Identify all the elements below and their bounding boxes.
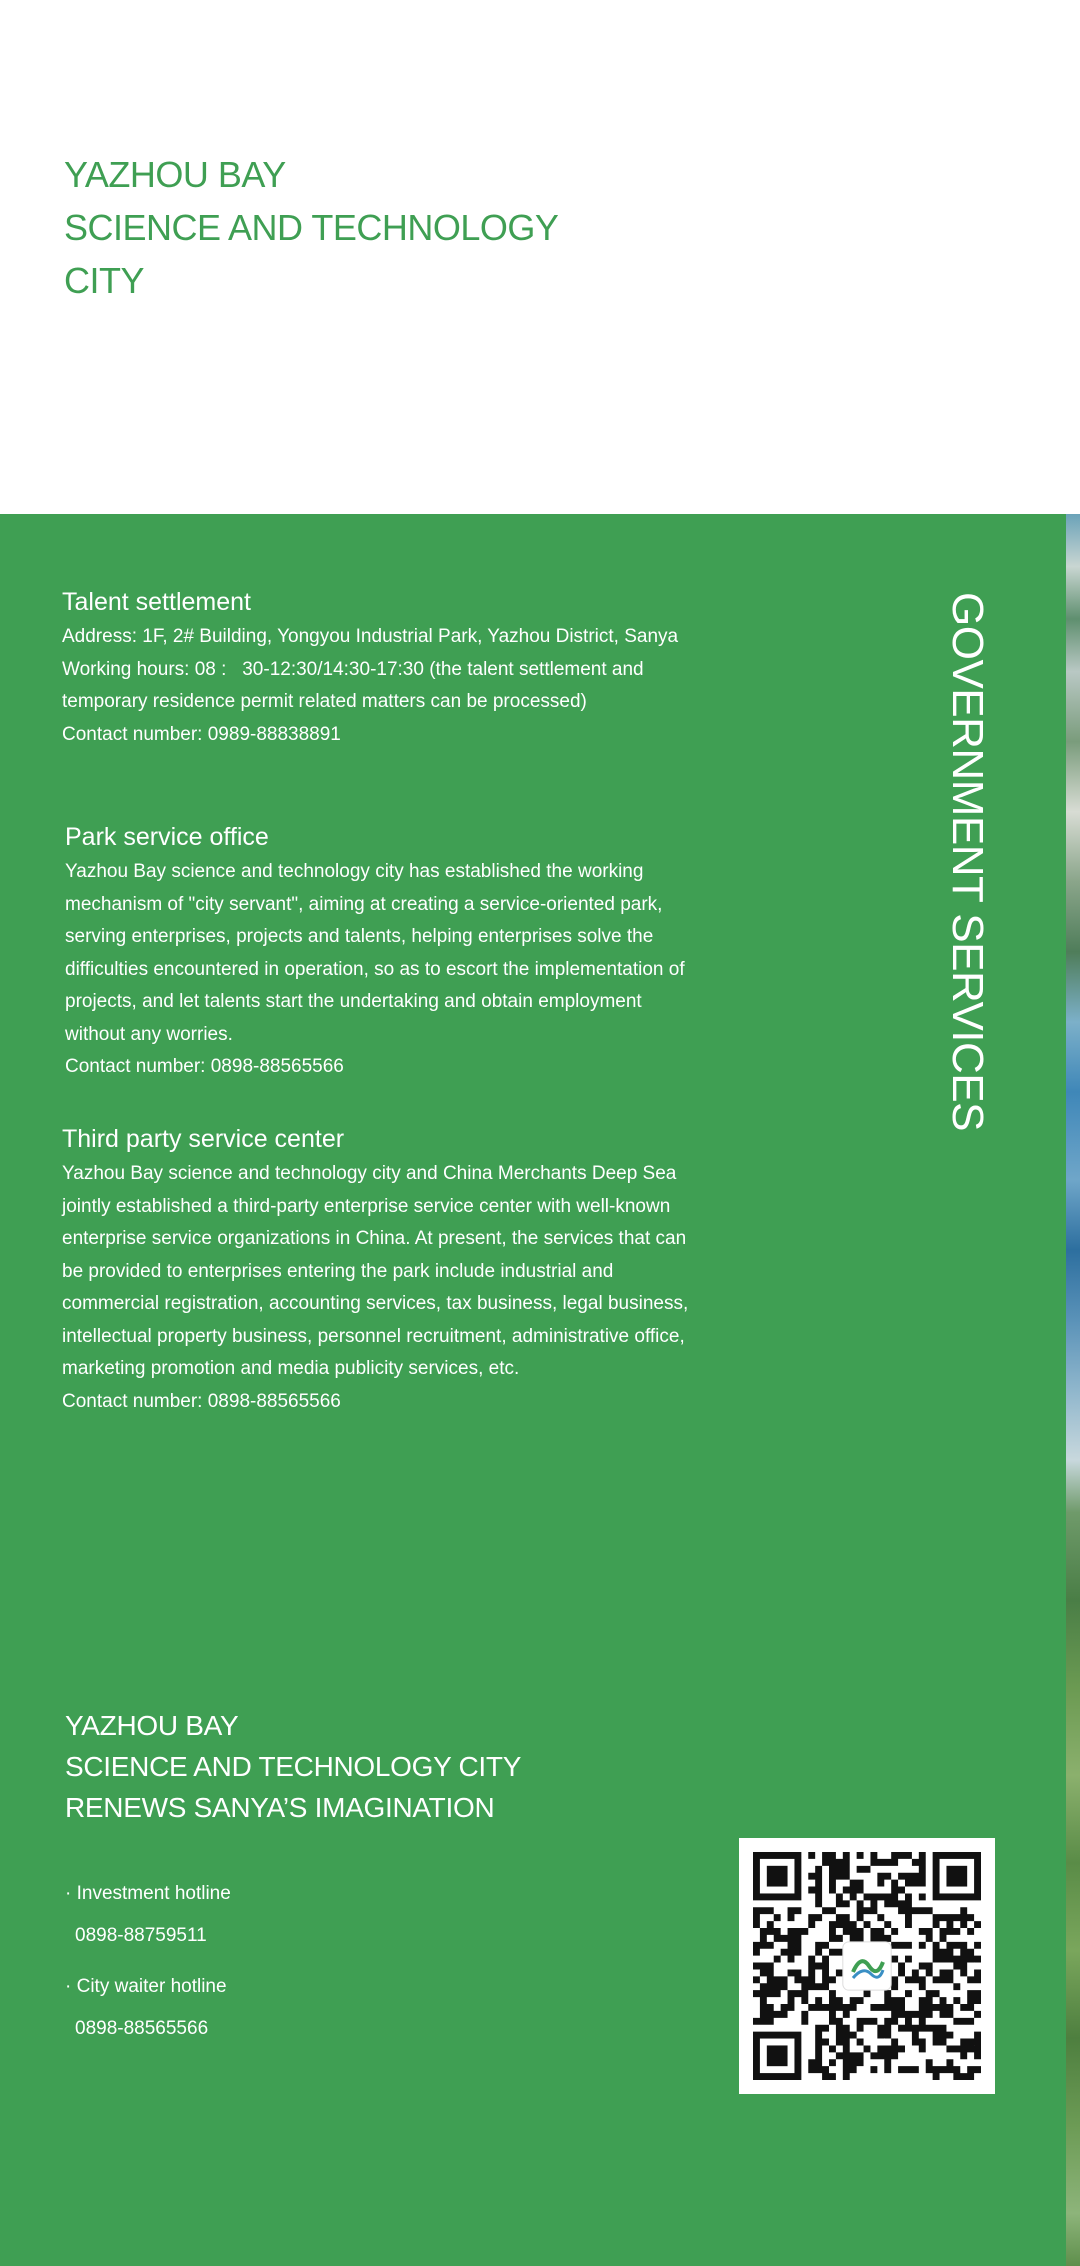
body-line: jointly established a third-party enterprise service center with well-known bbox=[62, 1195, 671, 1217]
contact-number: Contact number: 0898-88565566 bbox=[62, 1390, 341, 1412]
hotline-label: · City waiter hotline bbox=[65, 1976, 227, 1997]
landscape-photo-strip bbox=[1066, 514, 1080, 2266]
hotline-number: 0898-88759511 bbox=[75, 1925, 207, 1946]
yazhou-bay-logo-icon bbox=[843, 1942, 891, 1990]
qr-code-icon bbox=[753, 1852, 981, 2080]
page-title-line: CITY bbox=[64, 260, 145, 301]
body-line: intellectual property business, personnel recruitment, administrative office, bbox=[62, 1325, 685, 1347]
body-line: Yazhou Bay science and technology city and China Merchants Deep Sea bbox=[62, 1163, 677, 1184]
section-body bbox=[62, 1158, 762, 1418]
body-line: enterprise service organizations in China. At present, the services that can bbox=[62, 1228, 687, 1249]
body-line: serving enterprises, projects and talents, helping enterprises solve the bbox=[65, 926, 654, 947]
page-title-line: SCIENCE AND TECHNOLOGY bbox=[64, 207, 559, 248]
body-line: be provided to enterprises entering the park include industrial and bbox=[62, 1260, 614, 1282]
section-heading: Talent settlement bbox=[62, 588, 251, 616]
slogan-line: SCIENCE AND TECHNOLOGY CITY bbox=[65, 1751, 522, 1782]
investment-hotline bbox=[65, 1873, 231, 1957]
section-heading: Park service office bbox=[65, 823, 269, 851]
body-line: Working hours: 08 : 30-12:30/14:30-17:30 (the talent settlement and bbox=[62, 658, 644, 680]
hotline-label: · Investment hotline bbox=[65, 1883, 231, 1904]
qr-code-card bbox=[739, 1838, 995, 2094]
section-vertical-title bbox=[942, 592, 992, 1131]
body-line: commercial registration, accounting services, tax business, legal business, bbox=[62, 1293, 689, 1314]
hotline-number: 0898-88565566 bbox=[75, 2018, 209, 2039]
body-line: Yazhou Bay science and technology city has established the working bbox=[65, 861, 644, 882]
body-line: marketing promotion and media publicity services, etc. bbox=[62, 1358, 520, 1379]
third-party-service-center-section bbox=[62, 1122, 762, 1418]
body-line: difficulties encountered in operation, so as to escort the implementation of bbox=[65, 958, 685, 980]
vertical-title-text: GOVERNMENT SERVICES bbox=[943, 592, 992, 1131]
slogan-line: YAZHOU BAY bbox=[65, 1710, 239, 1741]
section-body bbox=[65, 856, 765, 1084]
contact-number: Contact number: 0989-88838891 bbox=[62, 723, 341, 745]
page-title bbox=[64, 148, 558, 307]
section-body bbox=[62, 621, 762, 751]
contact-number: Contact number: 0898-88565566 bbox=[65, 1056, 344, 1077]
city-waiter-hotline bbox=[65, 1966, 227, 2050]
section-heading: Third party service center bbox=[62, 1125, 345, 1153]
body-line: temporary residence permit related matters can be processed) bbox=[62, 691, 587, 712]
body-line: mechanism of "city servant", aiming at creating a service-oriented park, bbox=[65, 893, 663, 915]
slogan-line: RENEWS SANYA’S IMAGINATION bbox=[65, 1792, 495, 1823]
body-line: without any worries. bbox=[65, 1023, 233, 1045]
body-line: projects, and let talents start the undertaking and obtain employment bbox=[65, 991, 642, 1012]
talent-settlement-section bbox=[62, 585, 762, 751]
page-title-line: YAZHOU BAY bbox=[64, 154, 286, 195]
body-line: Address: 1F, 2# Building, Yongyou Industrial Park, Yazhou District, Sanya bbox=[62, 626, 679, 647]
park-service-office-section bbox=[65, 820, 765, 1084]
slogan bbox=[65, 1705, 521, 1828]
